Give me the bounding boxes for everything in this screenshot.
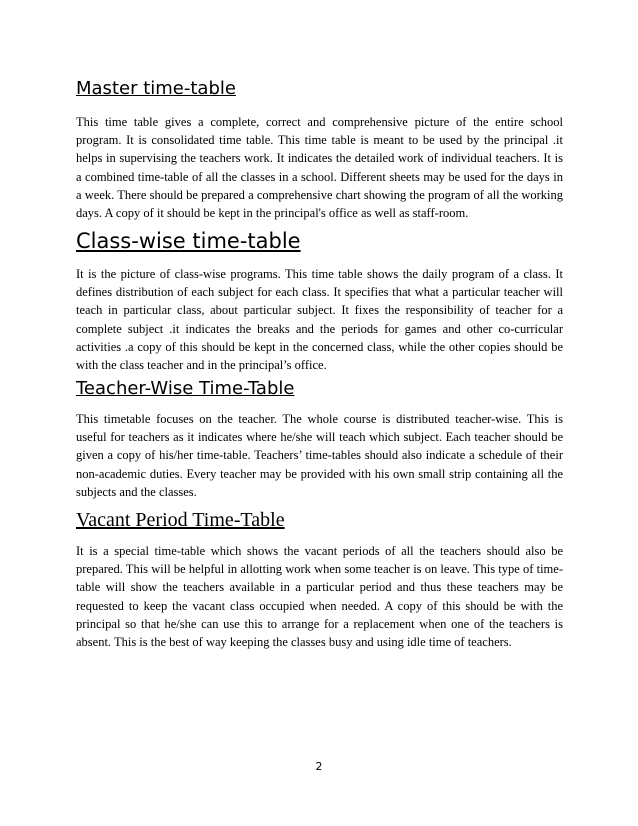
paragraph-vacant-period-time-table: It is a special time-table which shows the vacant periods of all the teachers should also be prepared. This will be helpful in allotting work when some teacher is on leave. This type of time-table will show the teachers available in a particular period and thus these teachers may be requested to keep the vacant class occupied when needed. A copy of this should be with the principal so that he/she can use this to arrange for a replacement when one of the teachers is absent. This is the best of way keeping the classes busy and using idle time of teachers. (76, 544, 563, 650)
paragraph-master-time-table: This time table gives a complete, correct and comprehensive picture of the entire school program. It is consolidated time table. This time table is meant to be used by the principal .it helps in supervising the teachers work. It indicates the detailed work of individual teachers. It is a combined time-table of all the classes in a school. Different sheets may be used for the days in a week. There should be prepared a comprehensive chart showing the program of all the working days. A copy of it should be kept in the principal's office as well as staff-room. (76, 115, 563, 221)
paragraph-teacher-wise-time-table: This timetable focuses on the teacher. The whole course is distributed teacher-wise. This is useful for teachers as it indicates where he/she will teach which subject. Each teacher should be given a copy of his/her time-table. Teachers’ time-tables should also indicate a schedule of their non-academic duties. Every teacher may be provided with his own small strip containing all the subjects and the classes. (76, 412, 563, 499)
paragraph-class-wise-time-table: It is the picture of class-wise programs. This time table shows the daily program of a class. It defines distribution of each subject for each class. It specifies that what a particular teacher will teach in particular class, about particular subject. It fixes the responsibility of teacher for a complete subject .it indicates the breaks and the periods for games and other co-curricular activities .a copy of this should be kept in the concerned class, while the other copies should be with the class teacher and in the principal’s office. (76, 267, 563, 373)
page-number: 2 (315, 760, 323, 773)
heading-vacant-period-time-table: Vacant Period Time-Table (76, 509, 285, 531)
heading-teacher-wise-time-table: Teacher-Wise Time-Table (76, 378, 295, 399)
heading-master-time-table: Master time-table (76, 78, 236, 99)
heading-class-wise-time-table: Class-wise time-table (76, 229, 301, 253)
